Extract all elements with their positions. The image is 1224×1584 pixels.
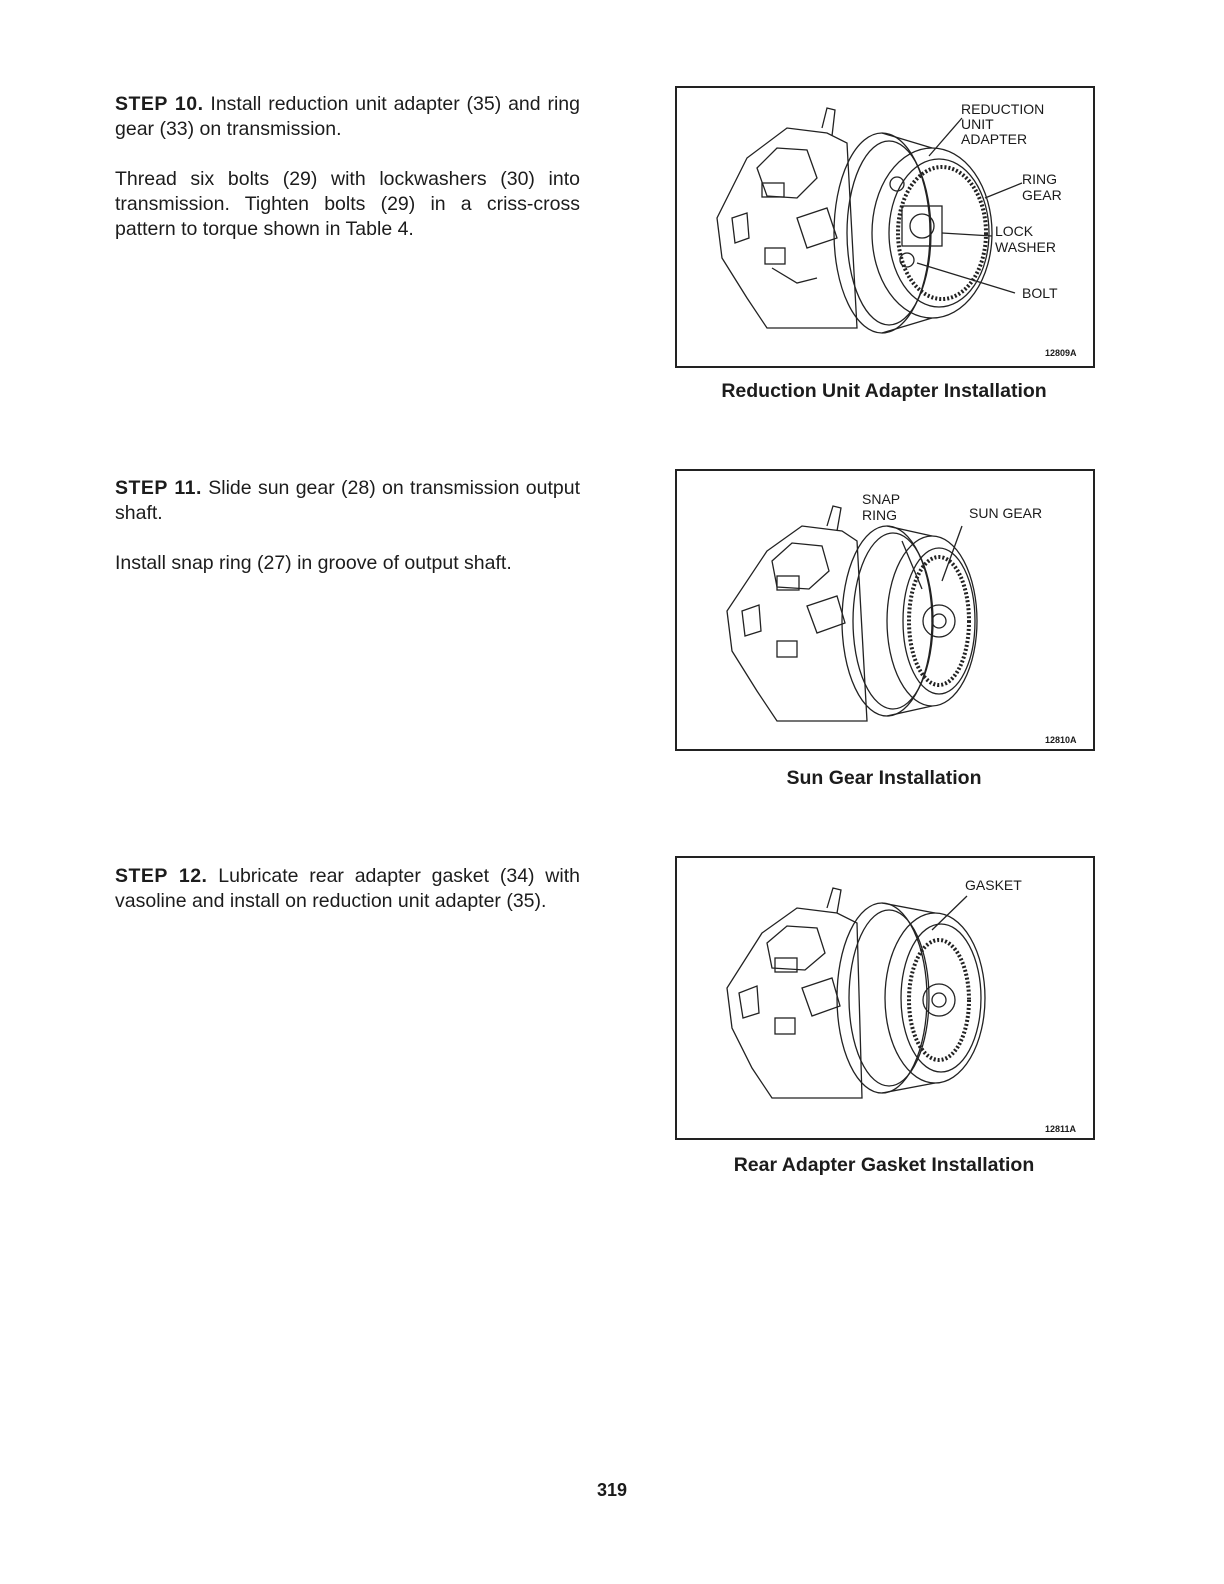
label-unit: UNIT (961, 116, 994, 132)
step-11 (115, 476, 580, 601)
step-10-para-2 (115, 167, 580, 242)
step-10-heading: STEP 10. (115, 93, 204, 115)
figure-rear-adapter-gasket (675, 856, 1095, 1140)
transmission-illustration-3 (677, 858, 1093, 1138)
figure-sun-gear (675, 469, 1095, 751)
label-gasket: GASKET (965, 877, 1022, 893)
label-lock: LOCK (995, 223, 1034, 239)
label-adapter: ADAPTER (961, 131, 1028, 147)
step-11-para-2 (115, 551, 580, 576)
label-bolt: BOLT (1022, 285, 1058, 301)
step-12-heading: STEP 12. (115, 865, 208, 887)
step-12-para-1 (115, 864, 580, 914)
figure-id: 12809A (1045, 348, 1077, 358)
figure-caption-3: Rear Adapter Gasket Installation (733, 1154, 1035, 1176)
label-sun-gear: SUN GEAR (969, 505, 1043, 521)
label-reduction: REDUCTION (961, 101, 1045, 117)
step-10-text-2: Thread six bolts (29) with lockwashers (30) into transmission. Tighten bolts (29) in a criss-cross pattern to torque shown in Table 4. (115, 168, 580, 240)
transmission-illustration-2 (677, 471, 1093, 749)
step-10-text-1: Install reduction unit adapter (35) and ring gear (33) on transmission. (115, 93, 580, 140)
step-11-heading: STEP 11. (115, 477, 202, 499)
label-snap: SNAP (862, 491, 901, 507)
step-12 (115, 864, 580, 939)
label-gear: GEAR (1022, 187, 1062, 203)
figure-caption-1: Reduction Unit Adapter Installation (721, 380, 1047, 402)
step-10 (115, 92, 580, 267)
step-12-text-1: Lubricate rear adapter gasket (34) with vasoline and install on reduction unit adapter (35). (115, 865, 580, 912)
figure-id: 12811A (1045, 1124, 1077, 1134)
step-11-para-1 (115, 476, 580, 526)
page-number: 319 (596, 1480, 628, 1500)
step-11-text-2: Install snap ring (27) in groove of output shaft. (115, 552, 512, 574)
step-11-text-1: Slide sun gear (28) on transmission output shaft. (115, 477, 581, 524)
label-washer: WASHER (995, 239, 1056, 255)
step-10-para-1 (115, 92, 580, 142)
figure-id: 12810A (1045, 735, 1077, 745)
figure-caption-2: Sun Gear Installation (786, 767, 982, 789)
label-snap-ring: RING (862, 507, 897, 523)
label-ring: RING (1022, 171, 1057, 187)
figure-reduction-unit-adapter (675, 86, 1095, 368)
transmission-illustration-1 (677, 88, 1093, 366)
